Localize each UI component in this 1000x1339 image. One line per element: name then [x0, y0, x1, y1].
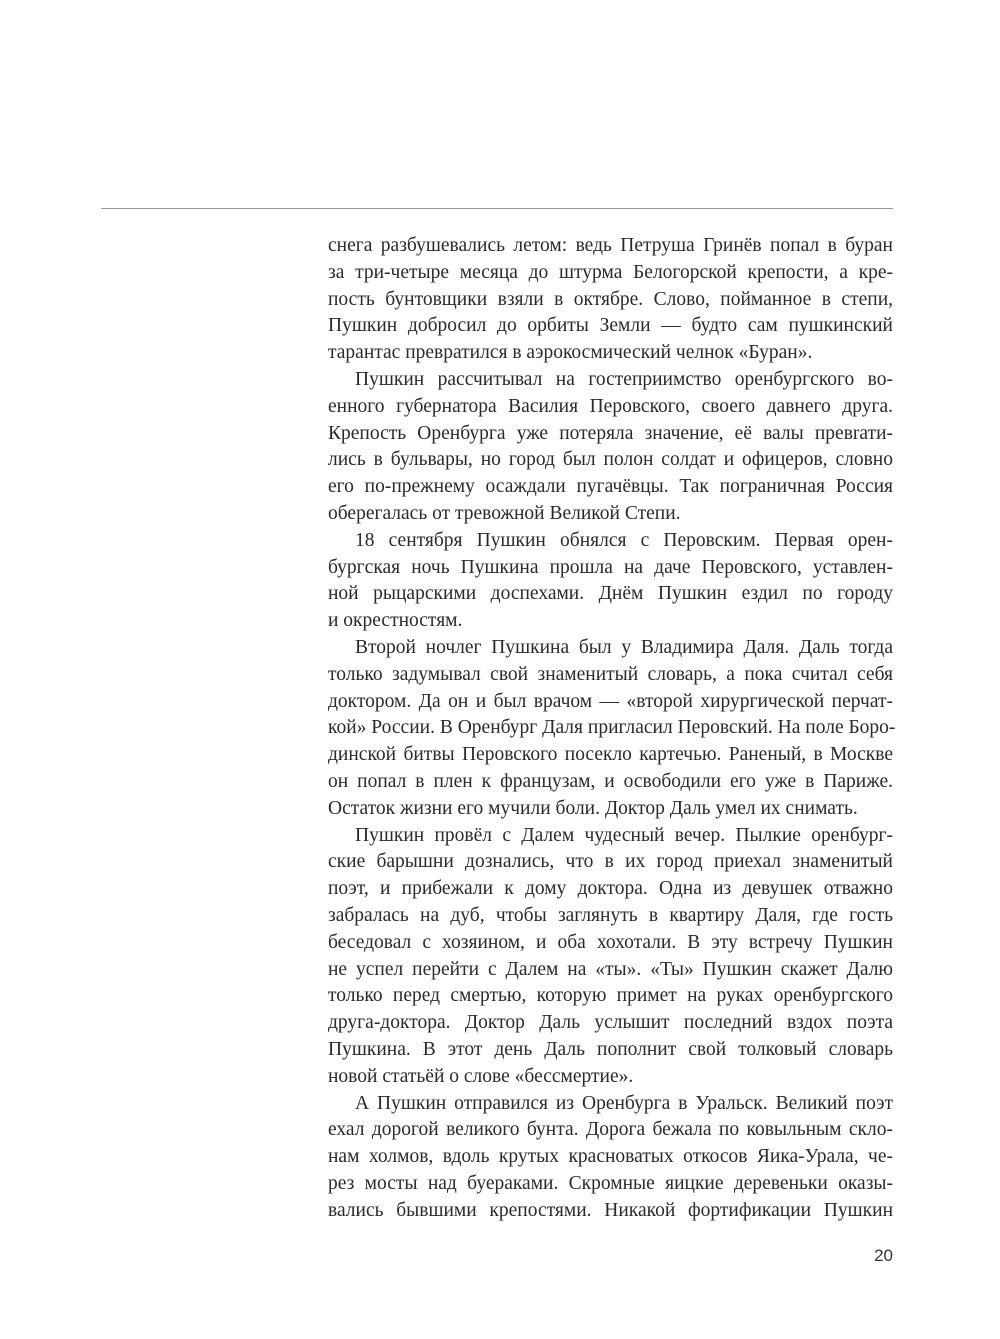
- text-line: Пушкин добросил до орбиты Земли — будто сам пушкинский: [328, 315, 893, 337]
- text-line: Пушкин провёл с Далем чудесный вечер. Пылкие оренбург-: [355, 824, 893, 846]
- text-line: новой статьёй о слове «бессмертие».: [328, 1065, 634, 1087]
- text-line: лись в бульвары, но город был полон солдат и офицеров, словно: [328, 449, 893, 471]
- text-line: тарантас превратился в аэрокосмический челнок «Буран».: [328, 342, 813, 364]
- text-line: ские барышни дознались, что в их город приехал знаменитый: [328, 851, 893, 873]
- text-line: бургская ночь Пушкина прошла на даче Перовского, уставлен-: [328, 556, 893, 578]
- text-line: не успел перейти с Далем на «ты». «Ты» Пушкин скажет Далю: [328, 958, 893, 980]
- text-line: он попал в плен к французам, и освободили его уже в Париже.: [328, 770, 893, 792]
- text-line: беседовал с хозяином, и оба хохотали. В эту встречу Пушкин: [328, 931, 893, 953]
- text-line: рез мосты над буераками. Скромные яицкие деревеньки оказы-: [328, 1172, 893, 1194]
- text-line: нам холмов, вдоль крутых красноватых откосов Яика-Урала, че-: [328, 1146, 893, 1168]
- text-line: динской битвы Перовского посекло картечью. Раненый, в Москве: [328, 744, 893, 766]
- paragraph: [328, 367, 893, 528]
- text-line: Крепость Оренбурга уже потеряла значение, её валы превrати-: [328, 422, 893, 444]
- text-line: и окрестностям.: [328, 610, 463, 632]
- text-line: снега разбушевались летом: ведь Петруша Гринёв попал в буран: [328, 235, 893, 256]
- text-line: енного губернатора Василия Перовского, своего давнего друга.: [328, 395, 893, 417]
- text-line: кой» России. В Оренбург Даля пригласил Перовский. На поле Боро-: [328, 717, 896, 739]
- text-line: доктором. Да он и был врачом — «второй хирургической перчат-: [328, 690, 893, 712]
- text-line: поэт, и прибежали к дому доктора. Одна из девушек отважно: [328, 878, 893, 900]
- text-line: забралась на дуб, чтобы заглянуть в квартиру Даля, где гость: [328, 904, 893, 926]
- body-text: [328, 233, 896, 1224]
- paragraph: [328, 528, 893, 635]
- text-line: ехал дорогой великого бунта. Дорога бежала по ковыльным скло-: [328, 1119, 893, 1141]
- text-line: А Пушкин отправился из Оренбурга в Уральск. Великий поэт: [355, 1092, 893, 1114]
- text-line: Остаток жизни его мучили боли. Доктор Даль умел их снимать.: [328, 797, 858, 819]
- text-line: пость бунтовщики взяли в октябре. Слово, пойманное в степи,: [328, 288, 893, 310]
- text-line: Второй ночлег Пушкина был у Владимира Даля. Даль тогда: [355, 636, 893, 658]
- text-line: вались бывшими крепостями. Никакой фортификации Пушкин: [328, 1199, 893, 1221]
- text-line: Пушкина. В этот день Даль пополнит свой толковый словарь: [328, 1038, 893, 1060]
- text-line: только перед смертью, которую примет на руках оренбургского: [328, 985, 893, 1007]
- paragraph: [328, 823, 893, 1091]
- text-line: его по-прежнему осаждали пугачёвцы. Так пограничная Россия: [328, 476, 893, 498]
- paragraph: [328, 635, 896, 823]
- text-line: за три-четыре месяца до штурма Белогорской крепости, а кре-: [328, 261, 893, 283]
- page-number: 20: [874, 1246, 893, 1265]
- text-line: 18 сентября Пушкин обнялся с Перовским. Первая орен-: [355, 529, 893, 551]
- paragraph: [328, 233, 893, 367]
- text-line: ной рыцарскими доспехами. Днём Пушкин ездил по городу: [328, 583, 893, 605]
- text-line: друга-доктора. Доктор Даль услышит последний вздох поэта: [328, 1012, 893, 1034]
- header-rule: [101, 208, 893, 209]
- paragraph: [328, 1091, 893, 1225]
- text-line: только задумывал свой знаменитый словарь, а пока считал себя: [328, 663, 893, 685]
- text-line: оберегалась от тревожной Великой Степи.: [328, 502, 681, 524]
- text-line: Пушкин рассчитывал на гостеприимство оренбургского во-: [355, 368, 893, 390]
